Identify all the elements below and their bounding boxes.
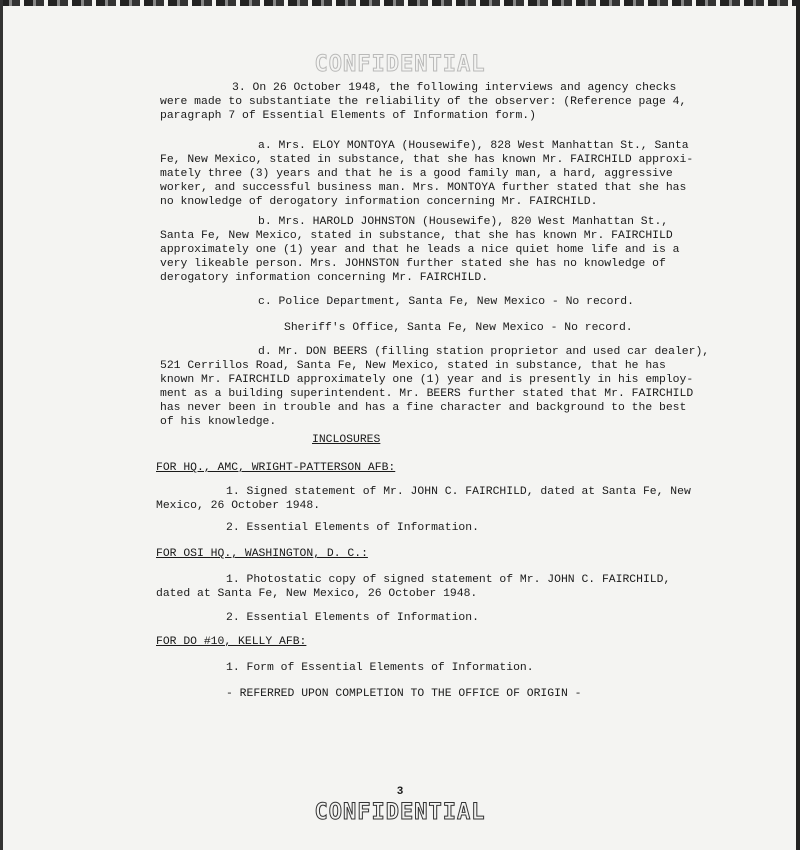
header-confidential-stamp: CONFIDENTIAL (314, 52, 486, 77)
item-d-line-3: known Mr. FAIRCHILD approximately one (1) year and is presently in his employ- (160, 374, 694, 386)
item-c-line-1: c. Police Department, Santa Fe, New Mexico - No record. (258, 296, 634, 308)
item-d-line-5: has never been in trouble and has a fine character and background to the best (160, 402, 687, 414)
item-a-line-3: mately three (3) years and that he is a good family man, a hard, aggressive (160, 168, 673, 180)
para3-line-3: paragraph 7 of Essential Elements of Information form.) (160, 110, 536, 122)
scan-edge-right (796, 0, 800, 850)
inclosures-heading: INCLOSURES (312, 434, 381, 446)
group3-heading: FOR DO #10, KELLY AFB: (156, 636, 307, 648)
group1-item1-line-1: 1. Signed statement of Mr. JOHN C. FAIRCHILD, dated at Santa Fe, New (226, 486, 691, 498)
item-b-line-3: approximately one (1) year and that he leads a nice quiet home life and is a (160, 244, 680, 256)
group1-heading: FOR HQ., AMC, WRIGHT-PATTERSON AFB: (156, 462, 396, 474)
group1-item1-line-2: Mexico, 26 October 1948. (156, 500, 321, 512)
item-a-line-4: worker, and successful business man. Mrs. MONTOYA further stated that she has (160, 182, 687, 194)
item-b-line-4: very likeable person. Mrs. JOHNSTON further stated she has no knowledge of (160, 258, 666, 270)
item-c-line-2: Sheriff's Office, Santa Fe, New Mexico - No record. (284, 322, 633, 334)
group3-item1: 1. Form of Essential Elements of Information. (226, 662, 534, 674)
scan-edge-top (0, 0, 800, 6)
item-d-line-2: 521 Cerrillos Road, Santa Fe, New Mexico, stated in substance, that he has (160, 360, 666, 372)
para3-line-1: 3. On 26 October 1948, the following interviews and agency checks (232, 82, 677, 94)
item-d-line-4: ment as a building superintendent. Mr. BEERS further stated that Mr. FAIRCHILD (160, 388, 694, 400)
group2-heading: FOR OSI HQ., WASHINGTON, D. C.: (156, 548, 368, 560)
item-b-line-5: derogatory information concerning Mr. FAIRCHILD. (160, 272, 489, 284)
item-a-line-5: no knowledge of derogatory information concerning Mr. FAIRCHILD. (160, 196, 598, 208)
closing-line: - REFERRED UPON COMPLETION TO THE OFFICE OF ORIGIN - (226, 688, 582, 700)
item-b-line-1: b. Mrs. HAROLD JOHNSTON (Housewife), 820 West Manhattan St., (258, 216, 669, 228)
item-a-line-2: Fe, New Mexico, stated in substance, that she has known Mr. FAIRCHILD approxi- (160, 154, 694, 166)
item-d-line-1: d. Mr. DON BEERS (filling station proprietor and used car dealer), (258, 346, 710, 358)
group2-item1-line-2: dated at Santa Fe, New Mexico, 26 October 1948. (156, 588, 478, 600)
page-number: 3 (396, 786, 404, 798)
scan-edge-left (0, 0, 3, 850)
group2-item2: 2. Essential Elements of Information. (226, 612, 479, 624)
group1-item2: 2. Essential Elements of Information. (226, 522, 479, 534)
item-d-line-6: of his knowledge. (160, 416, 277, 428)
para3-line-2: were made to substantiate the reliability of the observer: (Reference page 4, (160, 96, 687, 108)
footer-confidential-stamp: CONFIDENTIAL (314, 800, 486, 825)
item-b-line-2: Santa Fe, New Mexico, stated in substance, that she has known Mr. FAIRCHILD (160, 230, 673, 242)
group2-item1-line-1: 1. Photostatic copy of signed statement of Mr. JOHN C. FAIRCHILD, (226, 574, 671, 586)
item-a-line-1: a. Mrs. ELOY MONTOYA (Housewife), 828 West Manhattan St., Santa (258, 140, 689, 152)
